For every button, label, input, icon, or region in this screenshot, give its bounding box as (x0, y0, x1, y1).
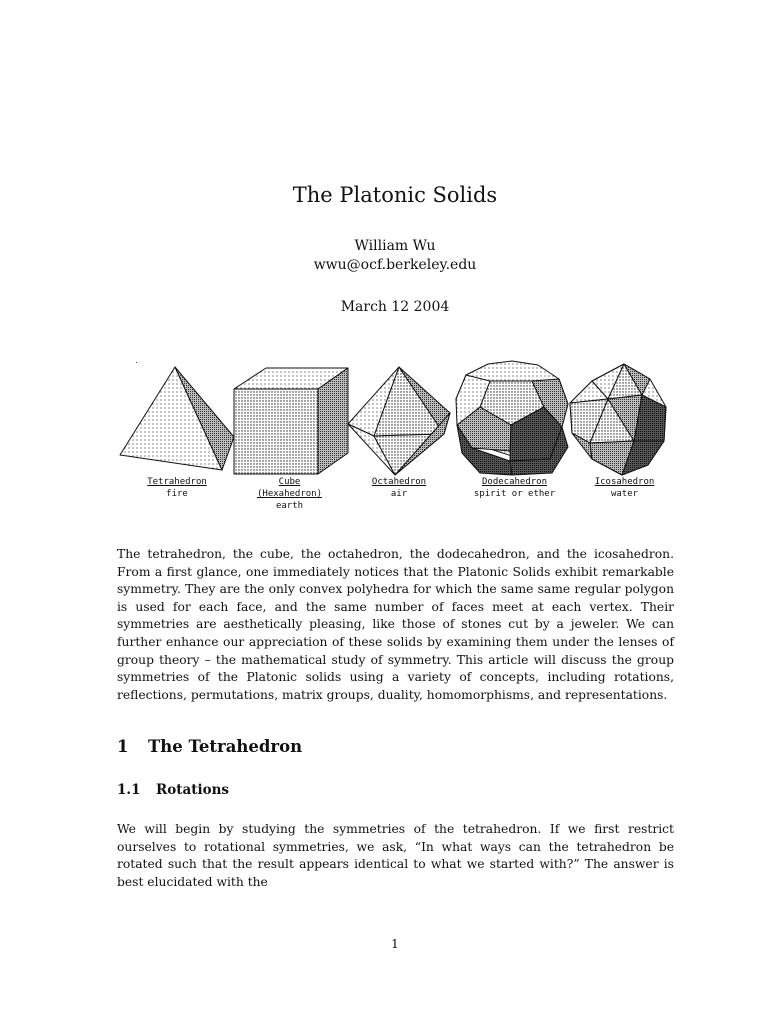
caption-name: Icosahedron (594, 477, 655, 487)
caption-element: earth (275, 501, 304, 511)
caption-name: Cube (278, 477, 301, 487)
caption-dodecahedron (467, 476, 562, 500)
caption-element: water (610, 489, 639, 499)
author-block (0, 237, 768, 275)
caption-name: Dodecahedron (481, 477, 548, 487)
subsection-title: Rotations (156, 782, 229, 798)
caption-cube (247, 476, 332, 512)
caption-octahedron (359, 476, 439, 500)
section-heading (117, 737, 302, 756)
caption-element: air (390, 489, 408, 499)
caption-element: fire (166, 489, 188, 499)
caption-icosahedron (582, 476, 667, 500)
caption-alt-name: (Hexahedron) (256, 489, 323, 499)
octahedron-shape (348, 367, 450, 475)
icosahedron-shape (570, 364, 666, 475)
paper-date: March 12 2004 (340, 299, 450, 315)
author-name: William Wu (354, 238, 436, 254)
caption-tetrahedron (137, 476, 217, 500)
author-email: wwu@ocf.berkeley.edu (313, 257, 477, 273)
paper-title: The Platonic Solids (292, 183, 498, 207)
caption-element: spirit or ether (473, 489, 556, 499)
section-title: The Tetrahedron (148, 737, 303, 756)
body-paragraph: We will begin by studying the symmetries of the tetrahedron. If we first restrict ourselves to rotational symmetries, we ask, “In what ways can the tetrahedron be rotated such that the result appears identical to what we started with?” The answer is best elucidated with the (117, 822, 674, 889)
cube-shape (234, 368, 348, 474)
section-number: 1 (117, 737, 129, 756)
page-number: 1 (391, 937, 399, 951)
subsection-number: 1.1 (117, 782, 141, 798)
figure-captions (112, 476, 672, 516)
subsection-heading (117, 782, 229, 798)
caption-name: Octahedron (371, 477, 427, 487)
dodecahedron-shape (456, 361, 568, 475)
intro-paragraph: The tetrahedron, the cube, the octahedron, the dodecahedron, and the icosahedron. From a first glance, one immediately notices that the Platonic Solids exhibit remarkable symmetry. They are the only convex polyhedra for which the same same regular polygon is used for each face, and the same number of faces meet at each vertex. Their symmetries are aesthetically pleasing, like those of stones cut by a jeweler. We can further enhance our appreciation of these solids by examining them under the lenses of group theory – the mathematical study of symmetry. This article will discuss the group symmetries of the Platonic solids using a variety of concepts, including rotations, reflections, permutations, matrix groups, duality, homomorphisms, and representations. (117, 547, 674, 702)
caption-name: Tetrahedron (147, 477, 207, 487)
tetrahedron-shape (120, 367, 234, 470)
